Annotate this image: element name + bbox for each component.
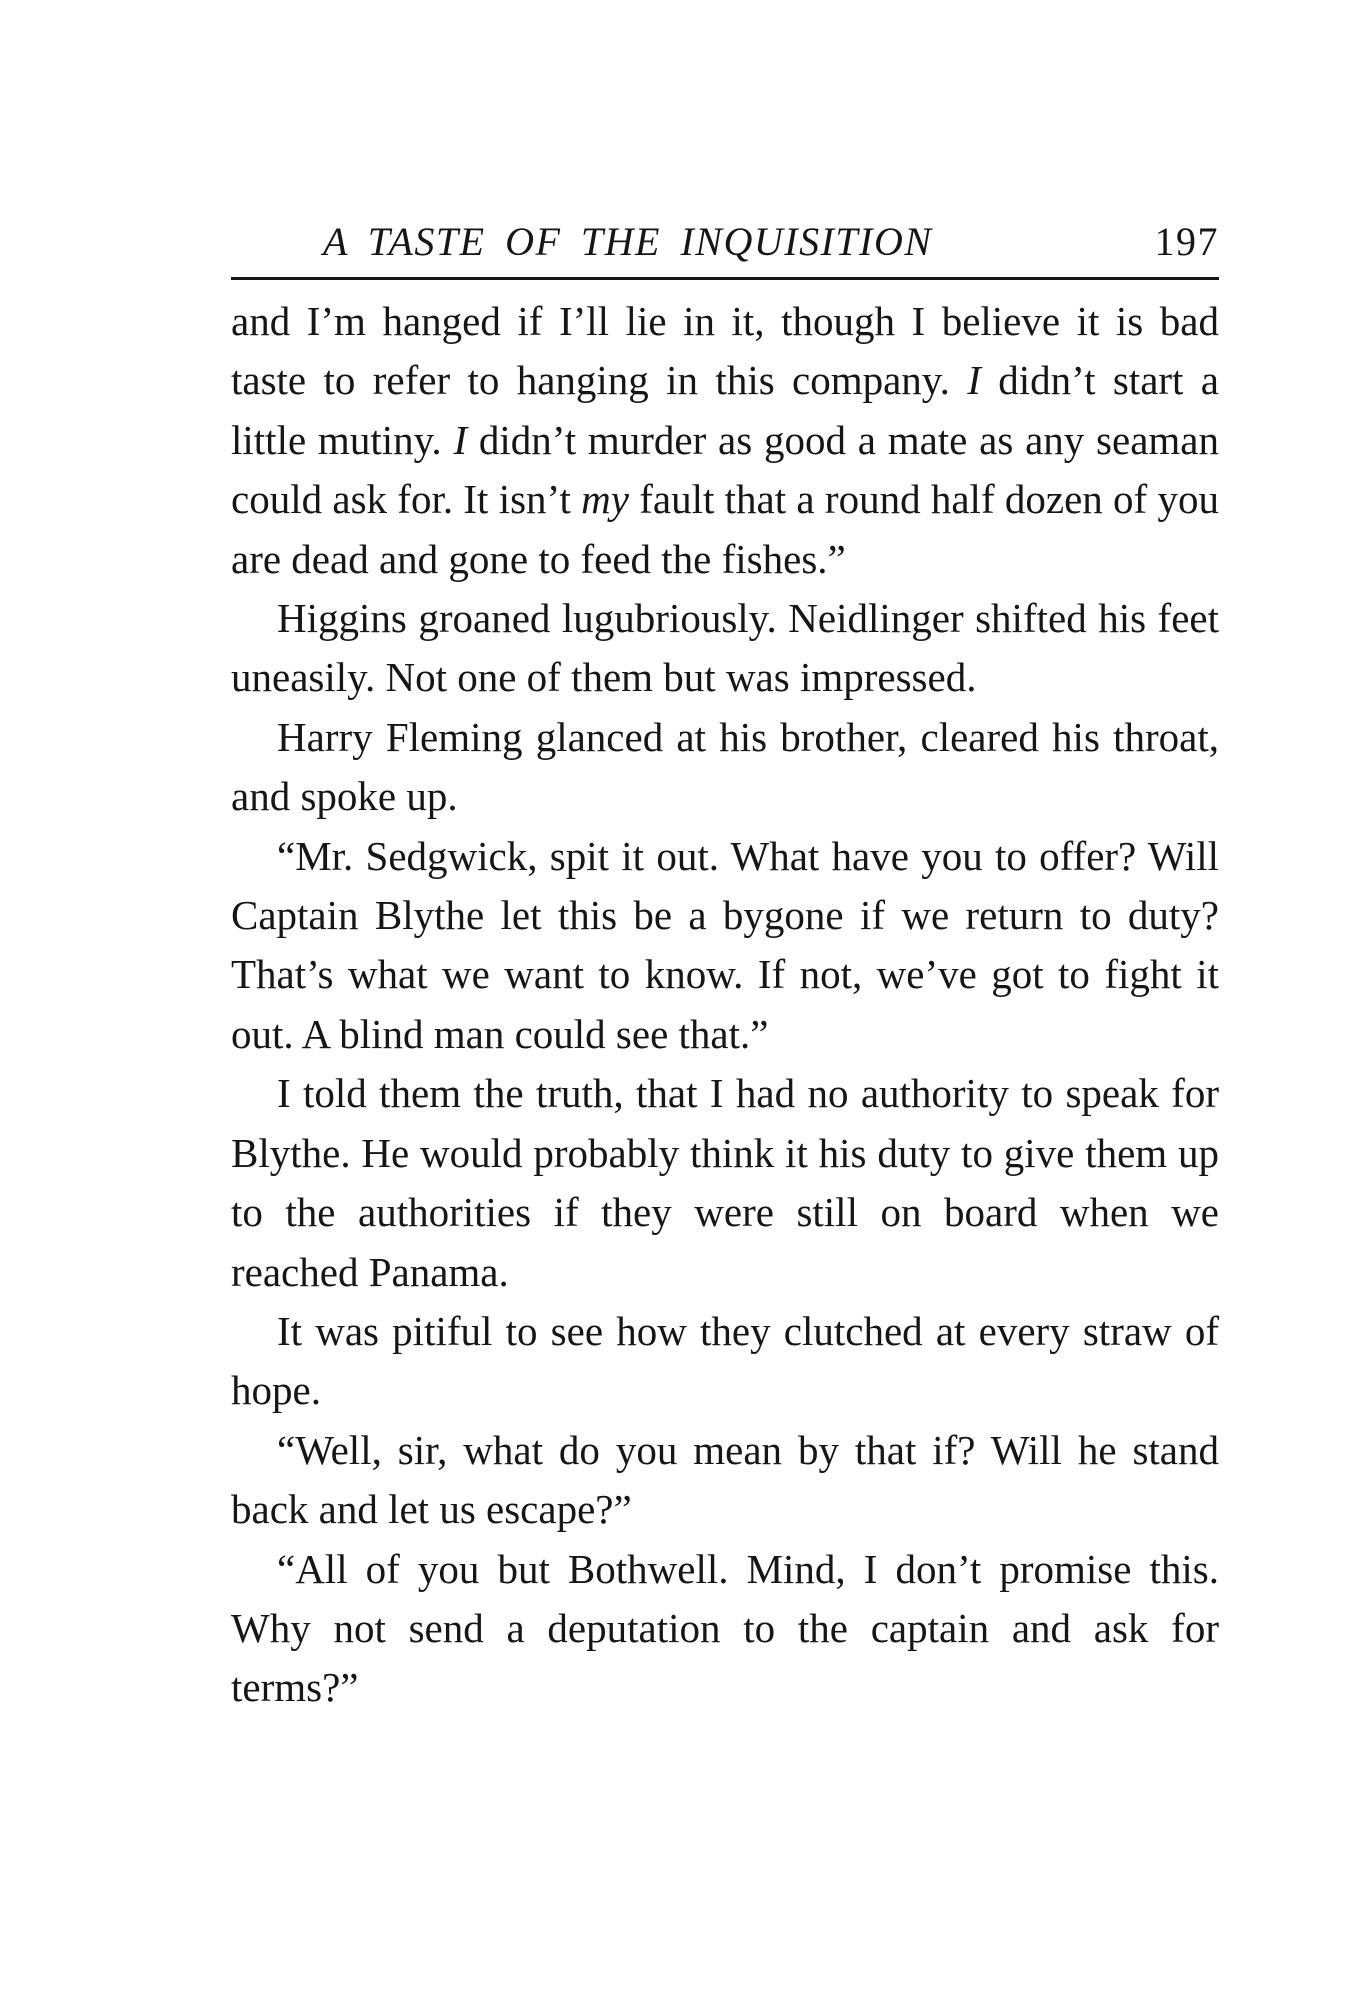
- running-title: A TASTE OF THE INQUISITION: [323, 219, 933, 264]
- paragraph-1-text-d: fault that a round half dozen of you are dead and gone to feed the fishes.”: [231, 476, 1219, 582]
- paragraph-2: Higgins groaned lugubriously. Neidlinger shifted his feet uneasily. Not one of them but was impressed.: [231, 595, 1219, 701]
- running-head: [231, 210, 1219, 274]
- paragraph-5: I told them the truth, that I had no authority to speak for Blythe. He would probably think it his duty to give them up to the authorities if they were still on board when we reached Panama.: [231, 1070, 1219, 1295]
- paragraph-1-text-c: didn’t murder as good a mate as any seaman could ask for. It isn’t: [231, 416, 1219, 523]
- paragraph-1-emphasis-i-first: I: [967, 357, 981, 404]
- header-rule: [231, 277, 1219, 280]
- book-page: [231, 210, 1219, 1711]
- paragraph-4: “Mr. Sedgwick, spit it out. What have you to offer? Will Captain Blythe let this be a bygone if we return to duty? That’s what we want to know. If not, we’ve got to fight it out. A blind man could see that.”: [231, 832, 1219, 1057]
- body-text: [231, 292, 1219, 1718]
- paragraph-6: It was pitiful to see how they clutched at every straw of hope.: [231, 1307, 1219, 1414]
- paragraph-8: “All of you but Bothwell. Mind, I don’t promise this. Why not send a deputation to the captain and ask for terms?”: [231, 1545, 1219, 1711]
- paragraph-1-text-a: and I’m hanged if I’ll lie in it, though I believe it is bad taste to refer to hanging in this company.: [231, 298, 1219, 404]
- paragraph-1: [231, 292, 1219, 589]
- paragraph-7: “Well, sir, what do you mean by that if? Will he stand back and let us escape?”: [231, 1426, 1219, 1533]
- page-number: 197: [1154, 219, 1219, 264]
- paragraph-1-text-b: didn’t start a little mutiny.: [231, 357, 1219, 463]
- paragraph-1-emphasis-my: my: [581, 476, 629, 523]
- paragraph-3: Harry Fleming glanced at his brother, cleared his throat, and spoke up.: [231, 713, 1219, 820]
- paragraph-1-emphasis-i-second: I: [453, 416, 468, 463]
